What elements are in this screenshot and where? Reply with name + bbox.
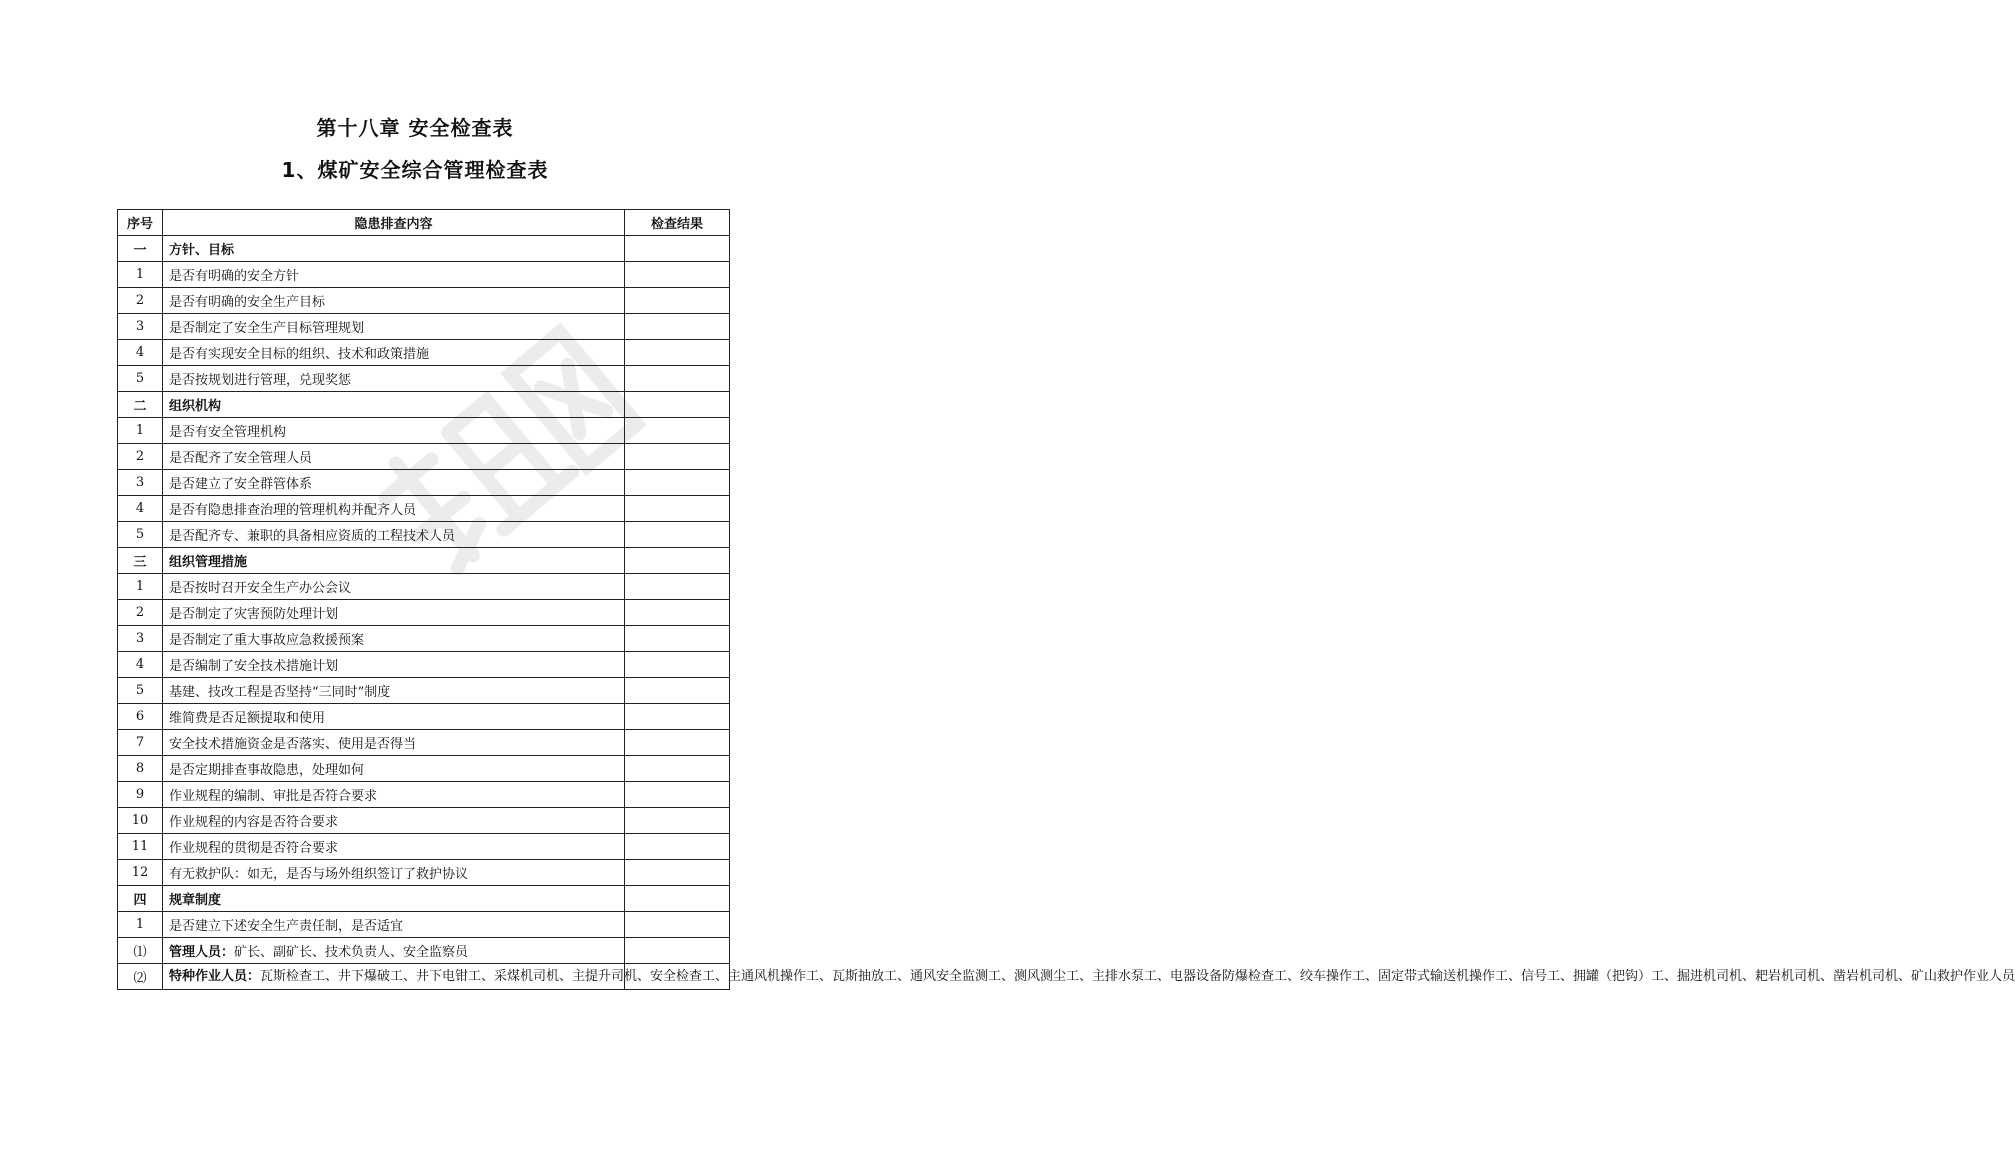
row-number: 3	[118, 470, 163, 496]
row-content: 是否有实现安全目标的组织、技术和政策措施	[163, 340, 625, 366]
table-row	[118, 912, 730, 938]
row-content: 是否有明确的安全方针	[163, 262, 625, 288]
row-content: 是否建立了安全群管体系	[163, 470, 625, 496]
result-cell	[625, 730, 730, 756]
result-cell	[625, 340, 730, 366]
row-content: 作业规程的贯彻是否符合要求	[163, 834, 625, 860]
result-cell	[625, 574, 730, 600]
result-cell	[625, 652, 730, 678]
row-number: 3	[118, 626, 163, 652]
result-cell	[625, 522, 730, 548]
table-row	[118, 496, 730, 522]
table-row	[118, 574, 730, 600]
row-number: 12	[118, 860, 163, 886]
result-cell	[625, 834, 730, 860]
result-cell	[625, 808, 730, 834]
table-header-row	[118, 210, 730, 236]
section-number: 一	[118, 236, 163, 262]
result-cell	[625, 470, 730, 496]
result-cell	[625, 236, 730, 262]
row-number: 10	[118, 808, 163, 834]
row-number: 6	[118, 704, 163, 730]
table-row	[118, 314, 730, 340]
row-content: 作业规程的内容是否符合要求	[163, 808, 625, 834]
section-number: 三	[118, 548, 163, 574]
row-number: 4	[118, 496, 163, 522]
section-row	[118, 392, 730, 418]
section-row	[118, 548, 730, 574]
result-cell	[625, 626, 730, 652]
table-row	[118, 288, 730, 314]
row-content: 基建、技改工程是否坚持“三同时”制度	[163, 678, 625, 704]
table-row	[118, 938, 730, 964]
section-title: 规章制度	[163, 886, 625, 912]
row-number: 1	[118, 574, 163, 600]
row-content	[163, 964, 2015, 990]
header-content: 隐患排查内容	[163, 210, 625, 236]
row-content: 是否有隐患排查治理的管理机构并配齐人员	[163, 496, 625, 522]
table-row	[118, 652, 730, 678]
row-content: 安全技术措施资金是否落实、使用是否得当	[163, 730, 625, 756]
row-number: ⑵	[118, 964, 163, 990]
result-cell	[625, 548, 730, 574]
row-number: 1	[118, 418, 163, 444]
chapter-title: 第十八章 安全检查表	[316, 116, 514, 140]
table-row	[118, 756, 730, 782]
row-number: 8	[118, 756, 163, 782]
table-row	[118, 834, 730, 860]
row-content: 是否制定了灾害预防处理计划	[163, 600, 625, 626]
row-number: 5	[118, 678, 163, 704]
role-list: 矿长、副矿长、技术负责人、安全监察员	[234, 945, 469, 960]
role-list: 瓦斯检查工、井下爆破工、井下电钳工、采煤机司机、主提升司机、安全检查工、主通风机操作工、瓦斯抽放工、通风安全监测工、测风测尘工、主排水泵工、电器设备防爆检查工、绞车操作工、固定带式输送机操作工、信号工、拥罐（把钩）工、掘进机司机、耙岩机司机、凿岩机司机、矿山救护作业人员	[260, 968, 2015, 984]
row-number: 7	[118, 730, 163, 756]
row-content: 是否有安全管理机构	[163, 418, 625, 444]
section-title: 组织管理措施	[163, 548, 625, 574]
row-content: 是否有明确的安全生产目标	[163, 288, 625, 314]
row-content: 是否建立下述安全生产责任制，是否适宜	[163, 912, 625, 938]
table-row	[118, 522, 730, 548]
row-content: 是否配齐了安全管理人员	[163, 444, 625, 470]
table-row	[118, 808, 730, 834]
row-content: 有无救护队：如无，是否与场外组织签订了救护协议	[163, 860, 625, 886]
table-row	[118, 860, 730, 886]
table-row	[118, 782, 730, 808]
row-number: 1	[118, 262, 163, 288]
section-title: 方针、目标	[163, 236, 625, 262]
table-row	[118, 626, 730, 652]
table-row	[118, 964, 730, 990]
result-cell	[625, 392, 730, 418]
row-number: 5	[118, 366, 163, 392]
result-cell	[625, 314, 730, 340]
table-row	[118, 678, 730, 704]
row-content: 是否制定了安全生产目标管理规划	[163, 314, 625, 340]
result-cell	[625, 496, 730, 522]
row-content: 维简费是否足额提取和使用	[163, 704, 625, 730]
result-cell	[625, 756, 730, 782]
table-row	[118, 340, 730, 366]
table-row	[118, 470, 730, 496]
role-label: 管理人员：	[169, 945, 235, 960]
table-row	[118, 418, 730, 444]
row-number: ⑴	[118, 938, 163, 964]
result-cell	[625, 886, 730, 912]
result-cell	[625, 678, 730, 704]
row-content: 是否按时召开安全生产办公会议	[163, 574, 625, 600]
row-content: 是否按规划进行管理，兑现奖惩	[163, 366, 625, 392]
section-title: 组织机构	[163, 392, 625, 418]
section-number: 四	[118, 886, 163, 912]
row-number: 5	[118, 522, 163, 548]
result-cell	[625, 444, 730, 470]
result-cell	[625, 418, 730, 444]
table-row	[118, 704, 730, 730]
row-number: 2	[118, 600, 163, 626]
row-number: 3	[118, 314, 163, 340]
result-cell	[625, 704, 730, 730]
result-cell	[625, 262, 730, 288]
row-content	[163, 938, 625, 964]
row-content: 是否定期排查事故隐患，处理如何	[163, 756, 625, 782]
row-content: 是否配齐专、兼职的具备相应资质的工程技术人员	[163, 522, 625, 548]
result-cell	[625, 860, 730, 886]
section-number: 二	[118, 392, 163, 418]
row-number: 11	[118, 834, 163, 860]
header-serial: 序号	[118, 210, 163, 236]
row-number: 2	[118, 288, 163, 314]
result-cell	[625, 600, 730, 626]
row-number: 4	[118, 652, 163, 678]
result-cell	[625, 912, 730, 938]
result-cell	[625, 938, 730, 964]
table-row	[118, 730, 730, 756]
role-label: 特种作业人员：	[169, 968, 261, 984]
row-content: 是否制定了重大事故应急救援预案	[163, 626, 625, 652]
section-row	[118, 236, 730, 262]
result-cell	[625, 366, 730, 392]
result-cell	[625, 782, 730, 808]
section-row	[118, 886, 730, 912]
row-content: 是否编制了安全技术措施计划	[163, 652, 625, 678]
row-number: 1	[118, 912, 163, 938]
table-row	[118, 366, 730, 392]
row-number: 2	[118, 444, 163, 470]
row-content: 作业规程的编制、审批是否符合要求	[163, 782, 625, 808]
table-row	[118, 444, 730, 470]
header-result: 检查结果	[625, 210, 730, 236]
safety-check-table	[117, 209, 2015, 990]
table-title: 1、煤矿安全综合管理检查表	[281, 158, 549, 182]
table-row	[118, 262, 730, 288]
table-row	[118, 600, 730, 626]
row-number: 9	[118, 782, 163, 808]
result-cell	[625, 288, 730, 314]
row-number: 4	[118, 340, 163, 366]
